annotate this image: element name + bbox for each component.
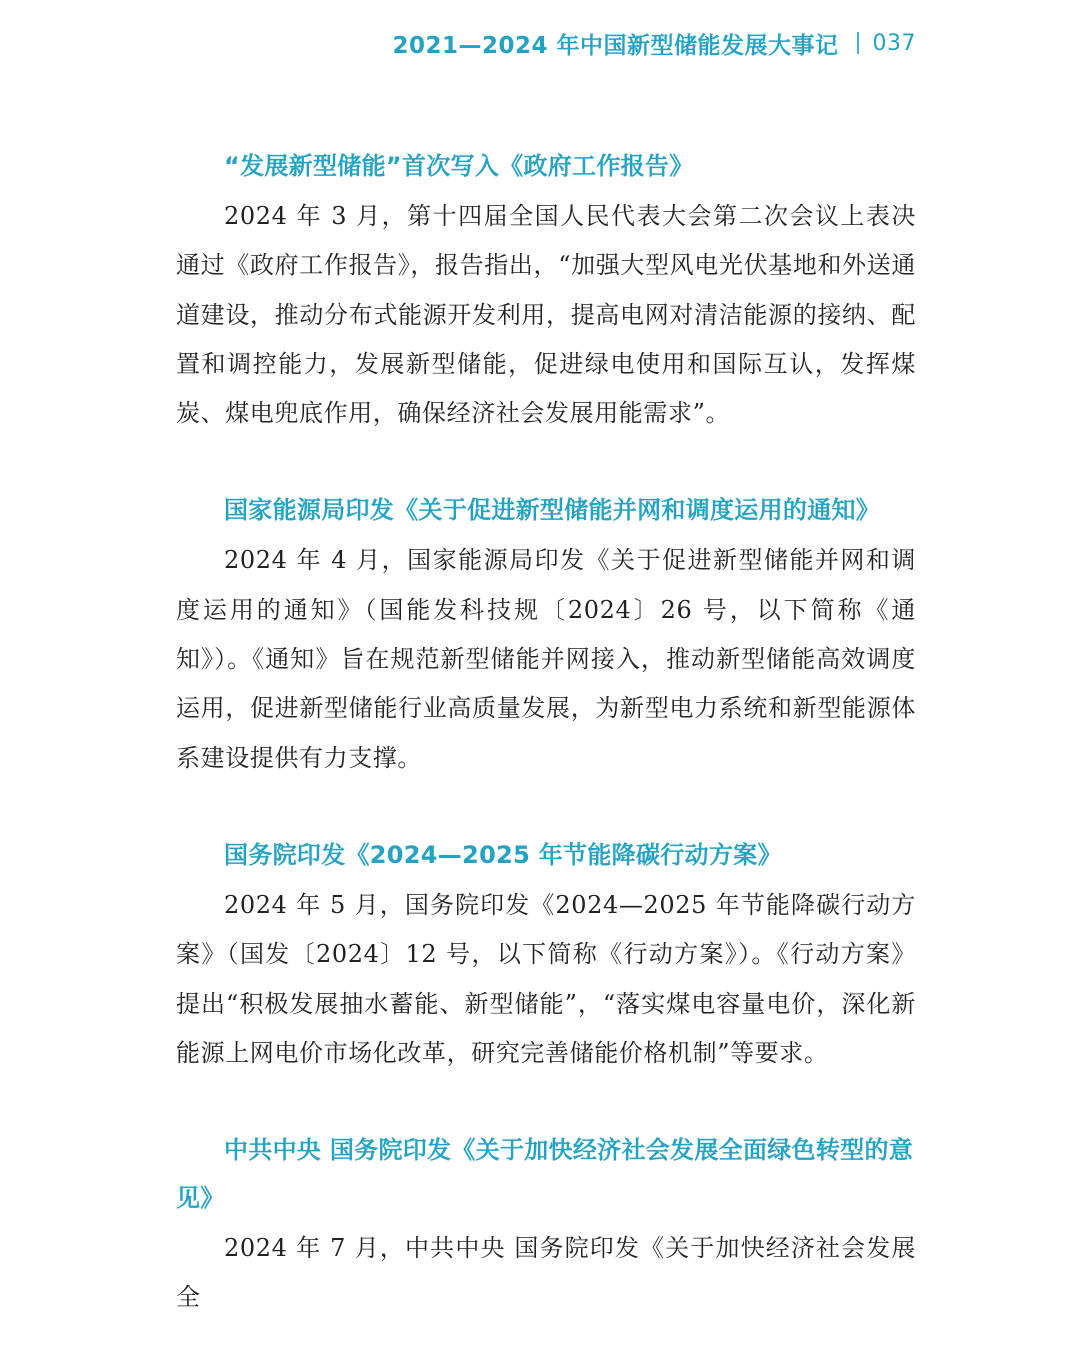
- event-section: [176, 1126, 916, 1323]
- running-header: [392, 26, 916, 60]
- event-section: [176, 831, 916, 1078]
- section-title: 国家能源局印发《关于促进新型储能并网和调度运用的通知》: [224, 496, 881, 525]
- page-number: 037: [872, 30, 916, 56]
- section-body: 2024 年 3 月，第十四届全国人民代表大会第二次会议上表决通过《政府工作报告》，报告指出，“加强大型风电光伏基地和外送通道建设，推动分布式能源开发利用，提高电网对清洁能源的接纳、配置和调控能力，发展新型储能，促进绿电使用和国际互认，发挥煤炭、煤电兜底作用，确保经济社会发展用能需求”。: [176, 202, 916, 428]
- page-content: [176, 142, 916, 1371]
- header-divider: [857, 32, 859, 54]
- section-body: 2024 年 7 月，中共中央 国务院印发《关于加快经济社会发展全: [176, 1234, 916, 1312]
- section-title: 中共中央 国务院印发《关于加快经济社会发展全面绿色转型的意见》: [176, 1136, 914, 1213]
- event-section: [176, 142, 916, 438]
- section-title: 国务院印发《2024—2025 年节能降碳行动方案》: [224, 840, 782, 869]
- section-body: 2024 年 4 月，国家能源局印发《关于促进新型储能并网和调度运用的通知》（国能发科技规〔2024〕26 号，以下简称《通知》）。《通知》旨在规范新型储能并网接入，推动新型储能高效调度运用，促进新型储能行业高质量发展，为新型电力系统和新型能源体系建设提供有力支撑。: [176, 546, 916, 772]
- section-title: “发展新型储能”首次写入《政府工作报告》: [224, 152, 694, 180]
- header-title: 2021—2024 年中国新型储能发展大事记: [392, 32, 839, 59]
- section-body: 2024 年 5 月，国务院印发《2024—2025 年节能降碳行动方案》（国发〔2024〕12 号，以下简称《行动方案》）。《行动方案》提出“积极发展抽水蓄能、新型储能”，“落实煤电容量电价，深化新能源上网电价市场化改革，研究完善储能价格机制”等要求。: [176, 890, 916, 1067]
- event-section: [176, 486, 916, 782]
